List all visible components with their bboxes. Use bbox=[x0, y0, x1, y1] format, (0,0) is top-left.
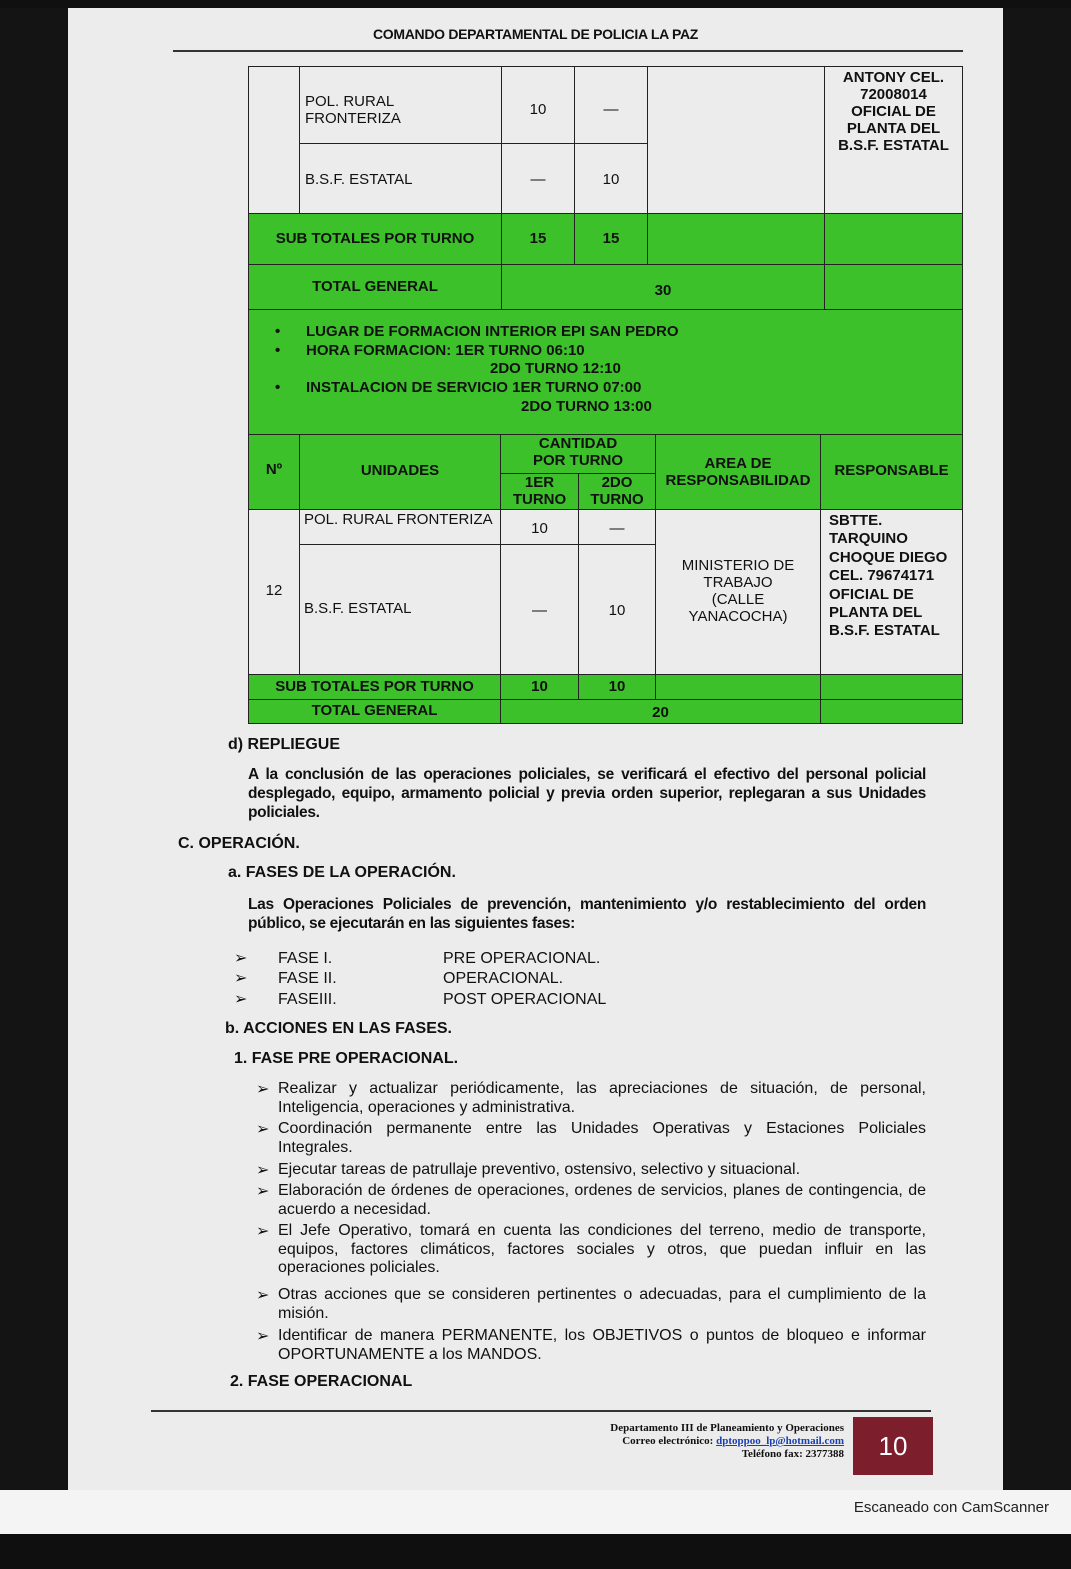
footer-phone: Teléfono fax: 2377388 bbox=[741, 1448, 844, 1460]
table2-subtotal-blank bbox=[820, 674, 963, 700]
table2-row-unit: B.S.F. ESTATAL bbox=[299, 544, 501, 675]
acciones-title: b. ACCIONES EN LAS FASES. bbox=[225, 1020, 452, 1037]
accion-item: Coordinación permanente entre las Unidades Operativas y Estaciones Policiales Integrales. bbox=[278, 1120, 926, 1156]
arrow-bullet-icon: ➢ bbox=[256, 1223, 270, 1240]
accion-item: Ejecutar tareas de patrullaje preventivo, ostensivo, selectivo y situacional. bbox=[278, 1161, 801, 1178]
table2-row-unit: POL. RURAL FRONTERIZA bbox=[299, 509, 501, 545]
table1-total-blank bbox=[824, 264, 963, 310]
page-header-title: COMANDO DEPARTAMENTAL DE POLICIA LA PAZ bbox=[372, 26, 699, 42]
arrow-bullet-icon: ➢ bbox=[256, 1183, 270, 1200]
table1-responsable: ANTONY CEL. 72008014 OFICIAL DE PLANTA DEL B.S.F. ESTATAL bbox=[824, 66, 963, 214]
repliegue-title: d) REPLIEGUE bbox=[228, 736, 341, 753]
footer-divider bbox=[151, 1410, 931, 1412]
table2-subtotal-t1: 10 bbox=[500, 674, 579, 700]
table2-row-t1: 10 bbox=[500, 509, 579, 545]
table1-subtotal-label: SUB TOTALES POR TURNO bbox=[248, 213, 502, 265]
table1-row-unit bbox=[299, 143, 502, 214]
table2-subtotal-blank bbox=[655, 674, 821, 700]
arrow-bullet-icon: ➢ bbox=[256, 1328, 270, 1345]
arrow-bullet-icon: ➢ bbox=[256, 1121, 270, 1138]
document-page bbox=[68, 8, 1003, 1490]
t2-value: — bbox=[603, 101, 619, 118]
unit-label: POL. RURAL FRONTERIZA bbox=[305, 93, 401, 127]
accion-item: Realizar y actualizar periódicamente, las apreciaciones de situación, de personal, Inteligencia, operaciones y administrativa. bbox=[278, 1080, 926, 1116]
bottom-bar bbox=[0, 1534, 1071, 1569]
arrow-bullet-icon: ➢ bbox=[256, 1287, 270, 1304]
header-divider bbox=[173, 50, 963, 52]
table2-subtotal-label: SUB TOTALES POR TURNO bbox=[248, 674, 501, 700]
page-number: 10 bbox=[853, 1417, 933, 1475]
top-bar bbox=[0, 0, 1071, 8]
table1-row-t2 bbox=[574, 66, 648, 144]
table1-row-t1 bbox=[501, 66, 575, 144]
bullet-icon: • bbox=[275, 379, 281, 396]
table2-header-responsable: RESPONSABLE bbox=[820, 434, 963, 510]
table2-total-value: 20 bbox=[500, 699, 821, 724]
table2-header-cantidad: CANTIDAD POR TURNO bbox=[500, 434, 656, 474]
table2-row-t1: — bbox=[500, 544, 579, 675]
accion-item: Identificar de manera PERMANENTE, los OBJETIVOS o puntos de bloqueo e informar OPORTUNAMENTE a los MANDOS. bbox=[278, 1327, 926, 1363]
arrow-bullet-icon: ➢ bbox=[234, 950, 248, 967]
fases-text: Las Operaciones Policiales de prevención, mantenimiento y/o restablecimiento del orden público, se ejecutarán en las siguientes fases: bbox=[248, 896, 926, 932]
fase-name: FASE II. bbox=[278, 970, 337, 987]
table2-header-t1: 1ER TURNO bbox=[500, 473, 579, 510]
table2-header-area: AREA DE RESPONSABILIDAD bbox=[655, 434, 821, 510]
fase-op-title: 2. FASE OPERACIONAL bbox=[230, 1373, 413, 1390]
table2-total-blank bbox=[820, 699, 963, 724]
arrow-bullet-icon: ➢ bbox=[256, 1081, 270, 1098]
accion-item: El Jefe Operativo, tomará en cuenta las condiciones del terreno, medio de transporte, equipos, factores climáticos, factores sociales y otros, que puedan influir en las operaciones policiales. bbox=[278, 1222, 926, 1276]
table2-subtotal-t2: 10 bbox=[578, 674, 656, 700]
table1-subtotal-t1: 15 bbox=[501, 213, 575, 265]
table2-num: 12 bbox=[248, 509, 300, 675]
formation-info-block bbox=[248, 309, 963, 435]
info-instalacion: INSTALACION DE SERVICIO 1ER TURNO 07:00 bbox=[306, 379, 642, 396]
info-lugar: LUGAR DE FORMACION INTERIOR EPI SAN PEDRO bbox=[306, 323, 679, 340]
footer-email-line bbox=[498, 1435, 844, 1448]
t1-value: 10 bbox=[529, 101, 547, 118]
info-hora: HORA FORMACION: 1ER TURNO 06:10 bbox=[306, 342, 585, 359]
repliegue-text: A la conclusión de las operaciones policiales, se verificará el efectivo del personal policial desplegado, equipo, armamento policial y previa orden superior, replegaran a sus Unidades policiales. bbox=[248, 766, 926, 821]
table1-total-label: TOTAL GENERAL bbox=[248, 264, 502, 310]
table2-header-t2: 2DO TURNO bbox=[578, 473, 656, 510]
table1-subtotal-blank bbox=[824, 213, 963, 265]
fase-desc: POST OPERACIONAL bbox=[443, 991, 607, 1008]
footer-email-label: Correo electrónico: bbox=[622, 1435, 714, 1447]
info-instalacion-2: 2DO TURNO 13:00 bbox=[521, 398, 652, 415]
bullet-icon: • bbox=[275, 323, 281, 340]
table1-total-value: 30 bbox=[501, 264, 825, 310]
bullet-icon: • bbox=[275, 342, 281, 359]
fase-name: FASEIII. bbox=[278, 991, 337, 1008]
table2-responsable: SBTTE. TARQUINO CHOQUE DIEGO CEL. 79674171 OFICIAL DE PLANTA DEL B.S.F. ESTATAL bbox=[820, 509, 963, 675]
arrow-bullet-icon: ➢ bbox=[256, 1162, 270, 1179]
unit-label: B.S.F. ESTATAL bbox=[305, 171, 413, 188]
t1-value: — bbox=[530, 171, 546, 188]
table1-subtotal-blank bbox=[647, 213, 825, 265]
camscanner-label: Escaneado con CamScanner bbox=[853, 1499, 1049, 1516]
table2-row-t2: 10 bbox=[578, 544, 656, 675]
table2-header-unidades: UNIDADES bbox=[299, 434, 501, 510]
t2-value: 10 bbox=[602, 171, 620, 188]
table2-area: MINISTERIO DE TRABAJO (CALLE YANACOCHA) bbox=[655, 509, 821, 675]
footer-info bbox=[498, 1422, 844, 1461]
footer-email-link[interactable]: dptoppoo_lp@hotmail.com bbox=[716, 1435, 844, 1447]
table1-row-t1 bbox=[501, 143, 575, 214]
table1-area-cell bbox=[647, 66, 825, 214]
arrow-bullet-icon: ➢ bbox=[234, 991, 248, 1008]
table2-header-num: Nº bbox=[248, 434, 300, 510]
table2-row-t2: — bbox=[578, 509, 656, 545]
table1-num-cell bbox=[248, 66, 300, 214]
table1-row-unit bbox=[299, 66, 502, 144]
table2-total-label: TOTAL GENERAL bbox=[248, 699, 501, 724]
info-hora-2: 2DO TURNO 12:10 bbox=[490, 360, 621, 377]
fases-title: a. FASES DE LA OPERACIÓN. bbox=[228, 864, 456, 881]
table1-row-t2 bbox=[574, 143, 648, 214]
table1-subtotal-t2: 15 bbox=[574, 213, 648, 265]
accion-item: Elaboración de órdenes de operaciones, ordenes de servicios, planes de contingencia, de acuerdo a necesidad. bbox=[278, 1182, 926, 1218]
accion-item: Otras acciones que se consideren pertinentes o adecuadas, para el cumplimiento de la misión. bbox=[278, 1286, 926, 1322]
fase-desc: OPERACIONAL. bbox=[443, 970, 564, 987]
footer-dept: Departamento III de Planeamiento y Operaciones bbox=[610, 1422, 844, 1434]
fase-pre-title: 1. FASE PRE OPERACIONAL. bbox=[234, 1050, 459, 1067]
arrow-bullet-icon: ➢ bbox=[234, 970, 248, 987]
fase-desc: PRE OPERACIONAL. bbox=[443, 950, 601, 967]
operacion-title: C. OPERACIÓN. bbox=[178, 835, 300, 852]
fase-name: FASE I. bbox=[278, 950, 333, 967]
